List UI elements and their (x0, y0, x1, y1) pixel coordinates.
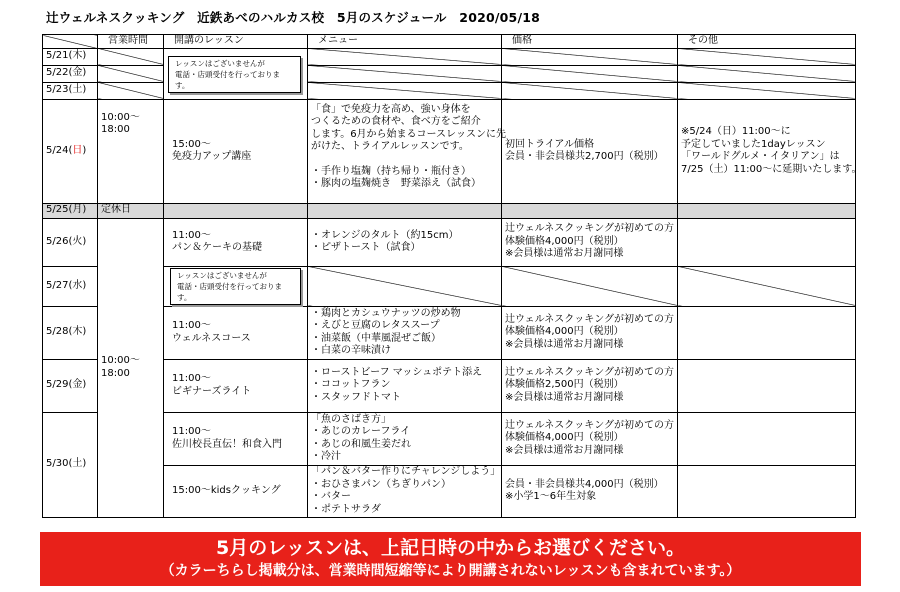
table-cell (502, 203, 678, 218)
table-row (43, 412, 856, 465)
hours-cell: 10:00～ 18:00 (98, 99, 164, 203)
menu-cell: 「パン＆バター作りにチャレンジしよう」 ・おひさまパン（ちぎりパン） ・バター ・ポテトサラダ (308, 465, 502, 517)
price-cell: 辻ウェルネスクッキングが初めての方 体験価格4,000円（税別） ※会員様は通常お月謝同様 (502, 412, 678, 465)
header-menu: メニュー (308, 35, 502, 49)
banner-line-1: 5月のレッスンは、上記日時の中からお選びください。 (215, 537, 686, 559)
empty-cell (502, 82, 678, 99)
no-lesson-note: レッスンはございませんが 電話・店頭受付を行っております。 (168, 56, 301, 93)
table-row (43, 266, 856, 306)
empty-cell (98, 82, 164, 99)
schedule-table (42, 34, 862, 518)
date-cell: 5/23(土) (43, 82, 98, 99)
empty-cell (98, 65, 164, 82)
menu-cell: ・オレンジのタルト（約15cm） ・ピザトースト（試食） (308, 218, 502, 266)
table-row (43, 306, 856, 359)
notice-banner (40, 532, 861, 586)
header-lesson: 開講のレッスン (164, 35, 308, 49)
table-row (43, 359, 856, 412)
price-cell: 辻ウェルネスクッキングが初めての方 体験価格2,500円（税別） ※会員様は通常お月謝同様 (502, 359, 678, 412)
empty-cell (308, 48, 502, 65)
header-hours: 営業時間 (98, 35, 164, 49)
menu-cell: ・ローストビーフ マッシュポテト添え ・ココットフラン ・スタッフドトマト (308, 359, 502, 412)
date-cell: 5/24(日) (43, 99, 98, 203)
empty-cell (678, 48, 856, 65)
hours-cell: 10:00～ 18:00 (98, 218, 164, 517)
table-cell (678, 203, 856, 218)
table-cell (678, 465, 856, 517)
date-cell: 5/28(木) (43, 306, 98, 359)
closed-row (43, 203, 856, 218)
empty-cell (43, 35, 98, 49)
empty-cell (98, 48, 164, 65)
table-cell (308, 203, 502, 218)
date-cell: 5/30(土) (43, 412, 98, 517)
menu-cell: 「食」で免疫力を高め、強い身体を つくるための食材や、食べ方をご紹介 します。6月から始まるコースレッスンに先 がけた、トライアルレッスンです。 ・手作り塩麹（持ち帰り・瓶付き） ・豚肉の塩麹焼き 野菜添え（試食） (308, 99, 502, 203)
price-cell: 辻ウェルネスクッキングが初めての方 体験価格4,000円（税別） ※会員様は通常お月謝同様 (502, 306, 678, 359)
header-row (43, 35, 856, 49)
empty-cell (678, 65, 856, 82)
lesson-cell: 11:00～ ビギナーズライト (164, 359, 308, 412)
date-cell: 5/27(水) (43, 266, 98, 306)
table-row (43, 218, 856, 266)
empty-cell (308, 65, 502, 82)
table-row (43, 465, 856, 517)
lesson-cell: 15:00～ 免疫力アップ講座 (164, 99, 308, 203)
no-lesson-cell (164, 48, 308, 99)
empty-cell (308, 82, 502, 99)
empty-cell (308, 266, 502, 306)
lesson-cell: 11:00～ ウェルネスコース (164, 306, 308, 359)
date-cell: 5/26(火) (43, 218, 98, 266)
empty-cell (502, 266, 678, 306)
banner-line-2: （カラーちらし掲載分は、営業時間短縮等により開講されないレッスンも含まれています。） (160, 563, 741, 579)
empty-cell (678, 82, 856, 99)
date-cell: 5/25(月) (43, 203, 98, 218)
other-cell: ※5/24（日）11:00～に 予定していました1dayレッスン 「ワールドグルメ・イタリアン」は 7/25（土）11:00～に延期いたします。 (678, 99, 856, 203)
table-cell (678, 218, 856, 266)
lesson-cell: 11:00～ パン＆ケーキの基礎 (164, 218, 308, 266)
menu-cell: 「魚のさばき方」 ・あじのカレーフライ ・あじの和風生姜だれ ・冷汁 (308, 412, 502, 465)
date-cell: 5/21(木) (43, 48, 98, 65)
closed-label: 定休日 (98, 203, 164, 218)
lesson-cell: 11:00～ 佐川校長直伝！和食入門 (164, 412, 308, 465)
price-cell: 会員・非会員様共4,000円（税別） ※小学1～6年生対象 (502, 465, 678, 517)
table-cell (164, 203, 308, 218)
empty-cell (678, 266, 856, 306)
table-cell (678, 412, 856, 465)
date-cell: 5/22(金) (43, 65, 98, 82)
date-cell: 5/29(金) (43, 359, 98, 412)
price-cell: 初回トライアル価格 会員・非会員様共2,700円（税別） (502, 99, 678, 203)
no-lesson-cell (164, 266, 308, 306)
lesson-cell: 15:00～kidsクッキング (164, 465, 308, 517)
header-price: 価格 (502, 35, 678, 49)
no-lesson-note: レッスンはございませんが 電話・店頭受付を行っております。 (170, 268, 301, 305)
table-cell (678, 306, 856, 359)
price-cell: 辻ウェルネスクッキングが初めての方 体験価格4,000円（税別） ※会員様は通常お月謝同様 (502, 218, 678, 266)
empty-cell (502, 65, 678, 82)
page-title: 辻ウェルネスクッキング 近鉄あべのハルカス校 5月のスケジュール 2020/05/18 (46, 10, 541, 25)
menu-cell: ・鶏肉とカシュウナッツの炒め物 ・えびと豆腐のレタススープ ・油菜飯（中華風混ぜご飯） ・白菜の辛味漬け (308, 306, 502, 359)
table-row (43, 99, 856, 203)
header-other: その他 (678, 35, 856, 49)
table-row (43, 48, 856, 65)
table-cell (678, 359, 856, 412)
empty-cell (502, 48, 678, 65)
